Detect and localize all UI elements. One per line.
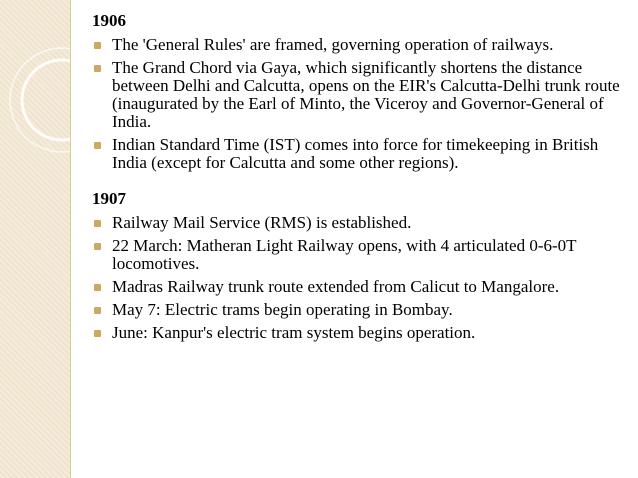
square-bullet-icon (94, 330, 101, 337)
decorative-sidebar (0, 0, 71, 478)
square-bullet-icon (94, 42, 101, 49)
slide-content (92, 12, 632, 347)
square-bullet-icon (94, 220, 101, 227)
list-item (92, 237, 632, 273)
list-item-text: May 7: Electric trams begin operating in Bombay. (112, 300, 453, 319)
square-bullet-icon (94, 65, 101, 72)
bullet-list (92, 36, 632, 172)
list-item (92, 324, 632, 342)
list-item-text: Indian Standard Time (IST) comes into force for timekeeping in British India (except for Calcutta and some other regions). (112, 135, 599, 172)
list-item (92, 301, 632, 319)
bullet-list (92, 214, 632, 342)
section-1906 (92, 12, 632, 172)
list-item (92, 278, 632, 296)
list-item-text: The Grand Chord via Gaya, which significantly shortens the distance between Delhi and Calcutta, opens on the EIR's Calcutta-Delhi trunk route (inaugurated by the Earl of Minto, the Viceroy and Governor-General of India. (112, 58, 620, 131)
list-item-text: June: Kanpur's electric tram system begins operation. (112, 323, 476, 342)
square-bullet-icon (94, 243, 101, 250)
list-item-text: The 'General Rules' are framed, governing operation of railways. (112, 35, 554, 54)
square-bullet-icon (94, 307, 101, 314)
circle-ornament-icon (0, 0, 70, 478)
list-item-text: Railway Mail Service (RMS) is established. (112, 213, 412, 232)
list-item (92, 36, 632, 54)
square-bullet-icon (94, 284, 101, 291)
year-heading: 1906 (92, 11, 126, 30)
year-heading: 1907 (92, 189, 126, 208)
list-item-text: 22 March: Matheran Light Railway opens, with 4 articulated 0-6-0T locomotives. (112, 236, 577, 273)
list-item (92, 136, 632, 172)
section-1907 (92, 190, 632, 342)
list-item (92, 59, 632, 131)
square-bullet-icon (94, 142, 101, 149)
list-item (92, 214, 632, 232)
list-item-text: Madras Railway trunk route extended from Calicut to Mangalore. (112, 277, 560, 296)
